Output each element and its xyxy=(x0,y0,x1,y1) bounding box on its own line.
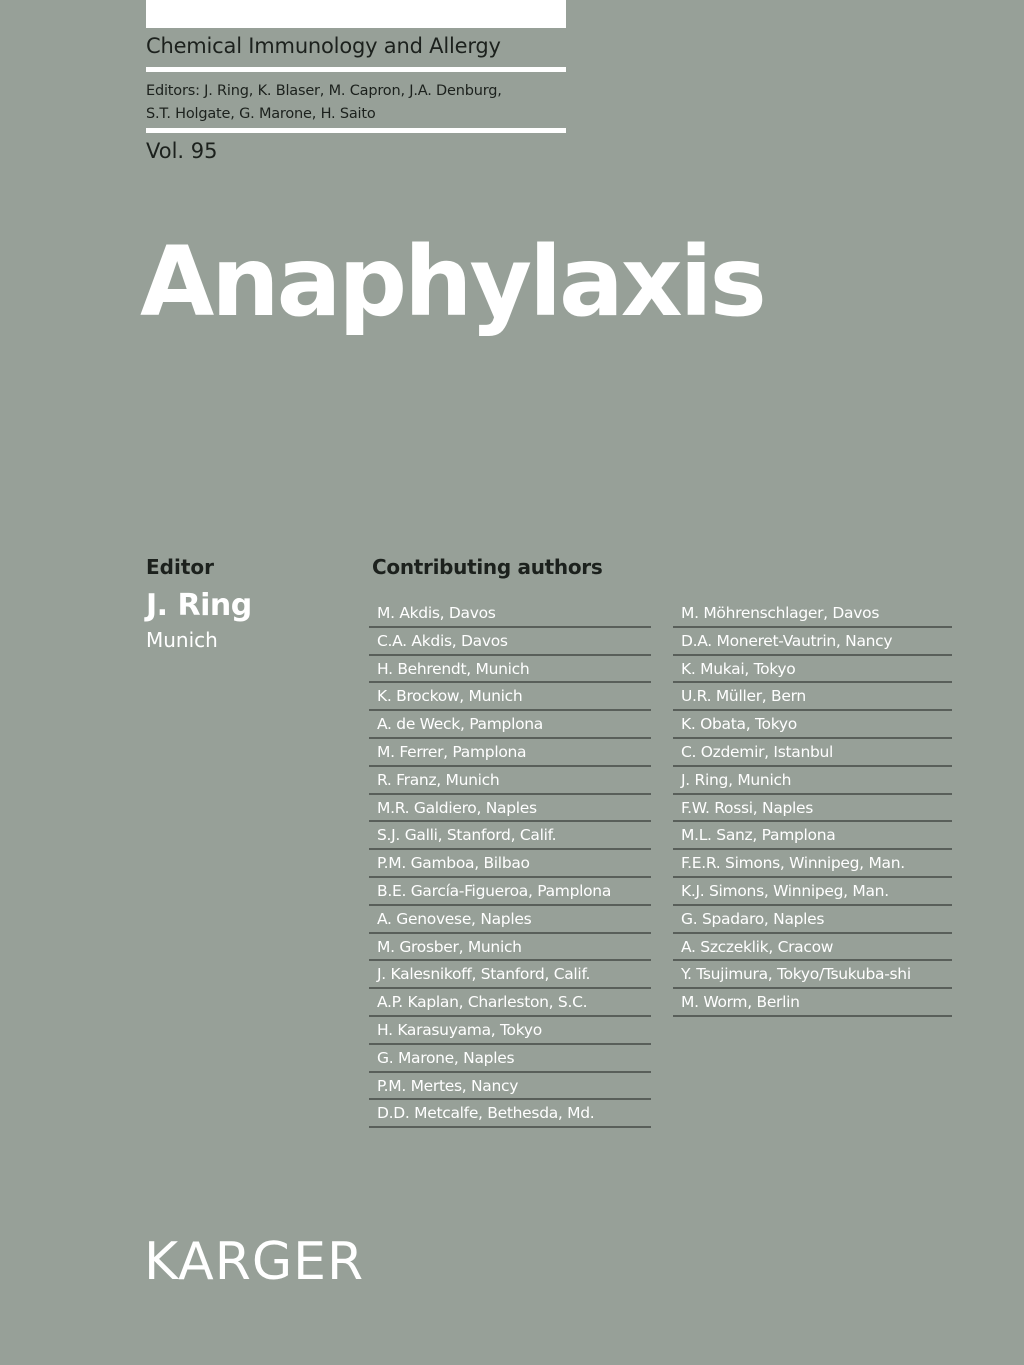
series-title: Chemical Immunology and Allergy xyxy=(146,34,501,58)
book-title: Anaphylaxis xyxy=(140,226,764,338)
author-entry: M. Akdis, Davos xyxy=(369,600,651,628)
author-entry: K. Brockow, Munich xyxy=(369,683,651,711)
top-white-bar xyxy=(146,0,566,28)
author-entry: D.D. Metcalfe, Bethesda, Md. xyxy=(369,1100,651,1128)
author-entry: G. Spadaro, Naples xyxy=(673,906,952,934)
author-entry: J. Ring, Munich xyxy=(673,767,952,795)
author-entry: H. Behrendt, Munich xyxy=(369,656,651,684)
author-entry: F.E.R. Simons, Winnipeg, Man. xyxy=(673,850,952,878)
author-entry: M. Ferrer, Pamplona xyxy=(369,739,651,767)
author-entry: Y. Tsujimura, Tokyo/Tsukuba-shi xyxy=(673,961,952,989)
author-entry: M.L. Sanz, Pamplona xyxy=(673,822,952,850)
authors-column-1 xyxy=(369,600,651,1128)
author-entry: M. Möhrenschlager, Davos xyxy=(673,600,952,628)
contributing-authors-label: Contributing authors xyxy=(372,555,603,579)
author-entry: B.E. García-Figueroa, Pamplona xyxy=(369,878,651,906)
author-entry: K.J. Simons, Winnipeg, Man. xyxy=(673,878,952,906)
author-entry: P.M. Gamboa, Bilbao xyxy=(369,850,651,878)
author-entry: C. Ozdemir, Istanbul xyxy=(673,739,952,767)
series-editors xyxy=(146,80,502,126)
author-entry: F.W. Rossi, Naples xyxy=(673,795,952,823)
author-entry: J. Kalesnikoff, Stanford, Calif. xyxy=(369,961,651,989)
author-entry: M. Grosber, Munich xyxy=(369,934,651,962)
author-entry: D.A. Moneret-Vautrin, Nancy xyxy=(673,628,952,656)
author-entry: K. Obata, Tokyo xyxy=(673,711,952,739)
series-rule-top xyxy=(146,67,566,72)
editor-city: Munich xyxy=(146,628,218,652)
author-entry: M. Worm, Berlin xyxy=(673,989,952,1017)
author-entry: S.J. Galli, Stanford, Calif. xyxy=(369,822,651,850)
author-entry: A. Genovese, Naples xyxy=(369,906,651,934)
author-entry: R. Franz, Munich xyxy=(369,767,651,795)
author-entry: H. Karasuyama, Tokyo xyxy=(369,1017,651,1045)
author-entry: C.A. Akdis, Davos xyxy=(369,628,651,656)
author-entry: A.P. Kaplan, Charleston, S.C. xyxy=(369,989,651,1017)
author-entry: P.M. Mertes, Nancy xyxy=(369,1073,651,1101)
volume-number: Vol. 95 xyxy=(146,139,218,163)
author-entry: M.R. Galdiero, Naples xyxy=(369,795,651,823)
authors-column-2 xyxy=(673,600,952,1017)
author-entry: A. Szczeklik, Cracow xyxy=(673,934,952,962)
publisher-logo: KARGER xyxy=(144,1232,365,1292)
editor-name: J. Ring xyxy=(146,588,252,623)
series-editors-line2: S.T. Holgate, G. Marone, H. Saito xyxy=(146,106,376,122)
series-editors-line1: Editors: J. Ring, K. Blaser, M. Capron, J.A. Denburg, xyxy=(146,83,502,99)
author-entry: K. Mukai, Tokyo xyxy=(673,656,952,684)
series-rule-bottom xyxy=(146,128,566,133)
author-entry: U.R. Müller, Bern xyxy=(673,683,952,711)
editor-label: Editor xyxy=(146,555,214,579)
author-entry: A. de Weck, Pamplona xyxy=(369,711,651,739)
author-entry: G. Marone, Naples xyxy=(369,1045,651,1073)
